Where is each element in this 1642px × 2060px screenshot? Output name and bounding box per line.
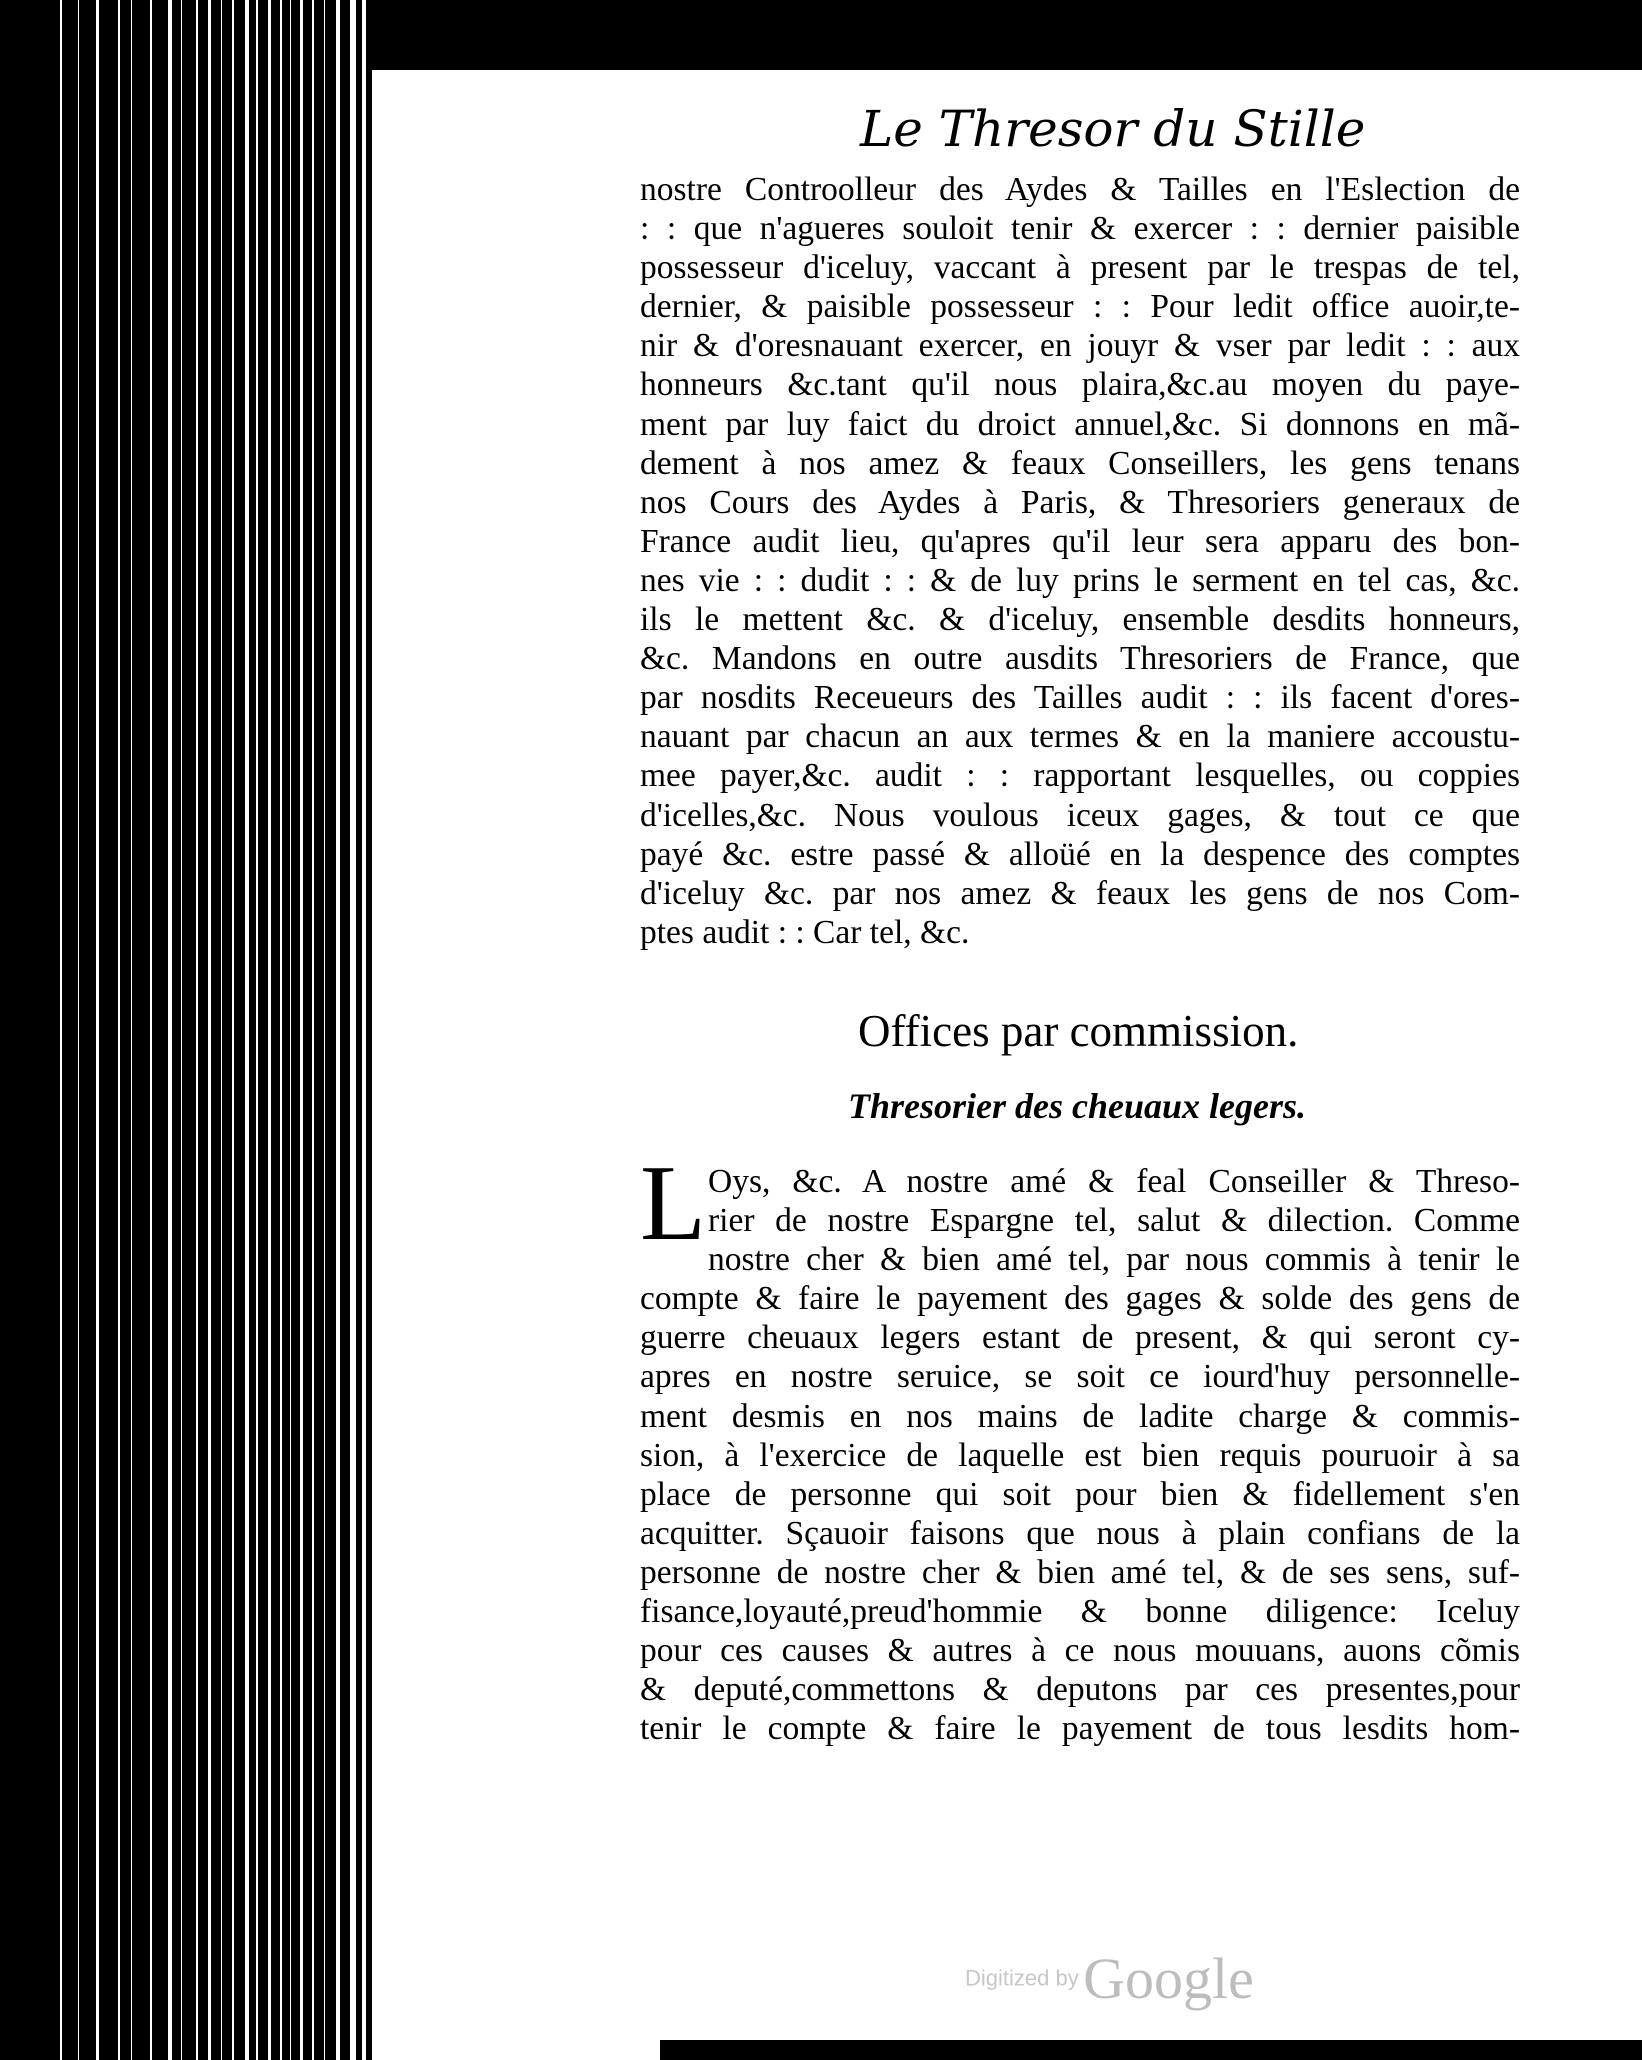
page-edge-stripe: [280, 0, 282, 2060]
page-edge-stripe: [181, 0, 182, 2060]
text-line: nes vie : : dudit : : & de luy prins le serment en tel cas, &c.: [640, 561, 1520, 599]
page-edge-stripe: [60, 0, 62, 2060]
running-head: Le Thresor du Stille: [860, 100, 1366, 158]
paragraph-2: [640, 1162, 1520, 1748]
text-line: compte & faire le payement des gages & solde des gens de: [640, 1280, 1520, 1318]
text-line: nostre cher & bien amé tel, par nous commis à tenir le: [708, 1241, 1520, 1279]
text-line: nos Cours des Aydes à Paris, & Thresoriers generaux de: [640, 483, 1520, 521]
text-line: dement à nos amez & feaux Conseillers, les gens tenans: [640, 444, 1520, 482]
sub-heading: Thresorier des cheuaux legers.: [848, 1086, 1306, 1126]
watermark-prefix: Digitized by: [965, 1965, 1079, 1991]
text-line: d'icelles,&c. Nous voulous iceux gages, & tout ce que: [640, 796, 1520, 834]
text-line: France audit lieu, qu'apres qu'il leur sera apparu des bon-: [640, 522, 1520, 560]
paragraph-1: [640, 170, 1520, 952]
text-line: guerre cheuaux legers estant de present, & qui seront cy-: [640, 1319, 1520, 1357]
text-line: rier de nostre Espargne tel, salut & dilection. Comme: [708, 1202, 1520, 1240]
text-line: par nosdits Receueurs des Tailles audit : : ils facent d'ores-: [640, 679, 1520, 717]
page-edge-stripe: [131, 0, 132, 2060]
scan-top-border: [372, 0, 1642, 70]
text-line: ils le mettent &c. & d'iceluy, ensemble desdits honneurs,: [640, 601, 1520, 639]
text-line: honneurs &c.tant qu'il nous plaira,&c.au moyen du paye-: [640, 366, 1520, 404]
text-line: nir & d'oresnauant exercer, en jouyr & vser par ledit : : aux: [640, 327, 1520, 365]
page-edge-stripe: [324, 0, 325, 2060]
text-line: fisance,loyauté,preud'hommie & bonne diligence: Iceluy: [640, 1593, 1520, 1631]
text-line: personne de nostre cher & bien amé tel, & de ses sens, suf-: [640, 1553, 1520, 1591]
text-line: Oys, &c. A nostre amé & feal Conseiller & Threso-: [708, 1163, 1520, 1200]
scan-left-margin: [0, 0, 372, 2060]
page-edge-stripe: [208, 0, 211, 2060]
page-edge-stripe: [245, 0, 249, 2060]
text-line: sion, à l'exercice de laquelle est bien requis pouruoir à sa: [640, 1436, 1520, 1474]
text-line: : : que n'agueres souloit tenir & exercer : : dernier paisible: [640, 210, 1520, 248]
text-line: ment par luy faict du droict annuel,&c. Si donnons en mã-: [640, 405, 1520, 443]
text-line: acquitter. Sçauoir faisons que nous à plain confians de la: [640, 1514, 1520, 1552]
watermark-brand: Google: [1083, 1946, 1254, 2011]
page-edge-stripe: [350, 0, 356, 2060]
text-line: &c. Mandons en outre ausdits Thresoriers de France, que: [640, 640, 1520, 678]
text-line: payé &c. estre passé & alloüé en la despence des comptes: [640, 835, 1520, 873]
text-line: nostre Controolleur des Aydes & Tailles en l'Eslection de: [640, 171, 1520, 208]
page-edge-stripe: [232, 0, 234, 2060]
page-edge-stripe: [168, 0, 172, 2060]
digitized-watermark: [965, 1945, 1254, 2012]
page-edge-stripe: [150, 0, 152, 2060]
text-line: apres en nostre seruice, se soit ce iourd'huy personnelle-: [640, 1358, 1520, 1396]
page-edge-stripe: [196, 0, 198, 2060]
text-line: ptes audit : : Car tel, &c.: [640, 913, 970, 951]
text-line: possesseur d'iceluy, vaccant à present par le trespas de tel,: [640, 249, 1520, 287]
page-edge-stripe: [336, 0, 340, 2060]
page-edge-stripe: [78, 0, 79, 2060]
text-line: pour ces causes & autres à ce nous mouuans, auons cõmis: [640, 1632, 1520, 1670]
section-heading: Offices par commission.: [858, 1006, 1299, 1056]
text-line: & deputé,commettons & deputons par ces presentes,pour: [640, 1671, 1520, 1709]
text-line: place de personne qui soit pour bien & fidellement s'en: [640, 1475, 1520, 1513]
page-edge-stripe: [300, 0, 303, 2060]
text-line: ment desmis en nos mains de ladite charge & commis-: [640, 1397, 1520, 1435]
page-edge-stripe: [312, 0, 314, 2060]
page-edge-stripe: [96, 0, 99, 2060]
page-edge-stripe: [362, 0, 366, 2060]
drop-cap: L: [640, 1144, 706, 1263]
page-edge-stripe: [256, 0, 258, 2060]
text-line: mee payer,&c. audit : : rapportant lesquelles, ou coppies: [640, 757, 1520, 795]
text-line: dernier, & paisible possesseur : : Pour ledit office auoir,te-: [640, 288, 1520, 326]
text-line: tenir le compte & faire le payement de tous lesdits hom-: [640, 1710, 1520, 1748]
page-edge-stripe: [221, 0, 222, 2060]
page-edge-stripe: [268, 0, 271, 2060]
page-edge-stripe: [290, 0, 291, 2060]
page-edge-stripe: [118, 0, 120, 2060]
scan-bottom-border: [660, 2040, 1642, 2060]
text-line: d'iceluy &c. par nos amez & feaux les gens de nos Com-: [640, 874, 1520, 912]
text-line: nauant par chacun an aux termes & en la maniere accoustu-: [640, 718, 1520, 756]
